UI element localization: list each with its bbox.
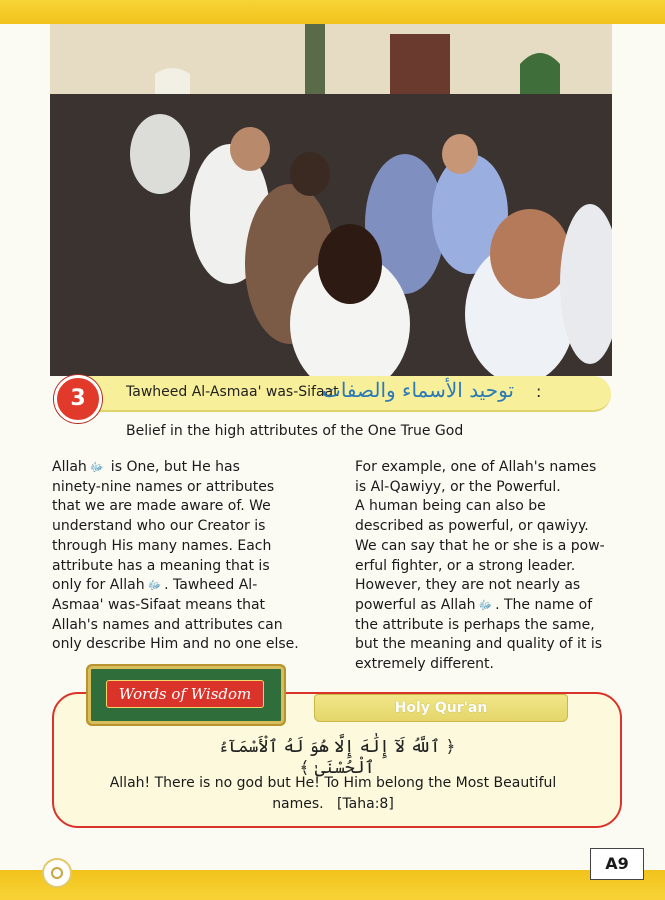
- holy-quran-tab: Holy Qur'an: [314, 694, 568, 722]
- text-line: However, they are not nearly as: [355, 577, 581, 594]
- words-of-wisdom-badge: [86, 664, 286, 726]
- section-number-badge: 3: [54, 375, 102, 423]
- text-line: the attribute is perhaps the same,: [355, 616, 595, 633]
- text-line: A human being can also be: [355, 498, 546, 515]
- quran-verse-arabic: ﴿ ٱللَّهُ لَآ إِلَٰهَ إِلَّا هُوَ لَهُ ٱلْأَسْمَآءُ ٱلْحُسْنَىٰ ﴾: [218, 737, 456, 778]
- section-title-arabic: توحيد الأسماء والصفات: [322, 378, 514, 402]
- text-line: extremely different.: [355, 656, 494, 673]
- mosque-prayer-photo: [50, 24, 612, 376]
- text-line: ninety-nine names or attributes: [52, 478, 275, 495]
- text-line: that we are made aware of. We: [52, 498, 271, 515]
- text-line: For example, one of Allah's names: [355, 459, 597, 475]
- section-title-english: Tawheed Al-Asmaa' was-Sifaat: [126, 384, 339, 400]
- text-line: is Al-Qawiyy, or the Powerful.: [355, 478, 561, 495]
- bottom-color-band: [0, 870, 665, 900]
- text-line: understand who our Creator is: [52, 518, 266, 535]
- text-line: attribute has a meaning that is: [52, 557, 270, 574]
- text-line: We can say that he or she is a pow-: [355, 537, 605, 554]
- right-text-column: [355, 458, 630, 675]
- quran-verse-translation: [88, 773, 578, 815]
- page-number: A9: [590, 848, 644, 880]
- text-line: only describe Him and no one else.: [52, 636, 299, 653]
- text-line: but the meaning and quality of it is: [355, 636, 603, 653]
- translation-line-1: Allah! There is no god but He! To Him belong the Most Beautiful: [109, 775, 557, 791]
- honorific-icon: ﷻ: [147, 578, 162, 593]
- left-text-column: [52, 458, 322, 655]
- heading-colon: :: [536, 382, 542, 401]
- rosette-ornament-icon: [42, 858, 72, 888]
- text-line: powerful as Allah ﷻ . The name of: [355, 596, 630, 616]
- section-subtitle: Belief in the high attributes of the One True God: [126, 423, 464, 439]
- text-line: Allah ﷻ is One, but He has: [52, 458, 322, 478]
- honorific-icon: ﷻ: [89, 460, 104, 474]
- text-line: through His many names. Each: [52, 537, 272, 554]
- text-line: Asmaa' was-Sifaat means that: [52, 596, 266, 613]
- translation-line-2: names. [Taha:8]: [272, 796, 394, 812]
- text-line: only for Allah ﷻ . Tawheed Al-: [52, 576, 322, 596]
- text-line: Allah's names and attributes can: [52, 616, 283, 633]
- text-line: erful fighter, or a strong leader.: [355, 557, 576, 574]
- text-line: described as powerful, or qawiyy.: [355, 518, 589, 535]
- honorific-icon: ﷻ: [478, 597, 493, 612]
- top-color-band: [0, 0, 665, 24]
- words-of-wisdom-label: Words of Wisdom: [106, 680, 264, 708]
